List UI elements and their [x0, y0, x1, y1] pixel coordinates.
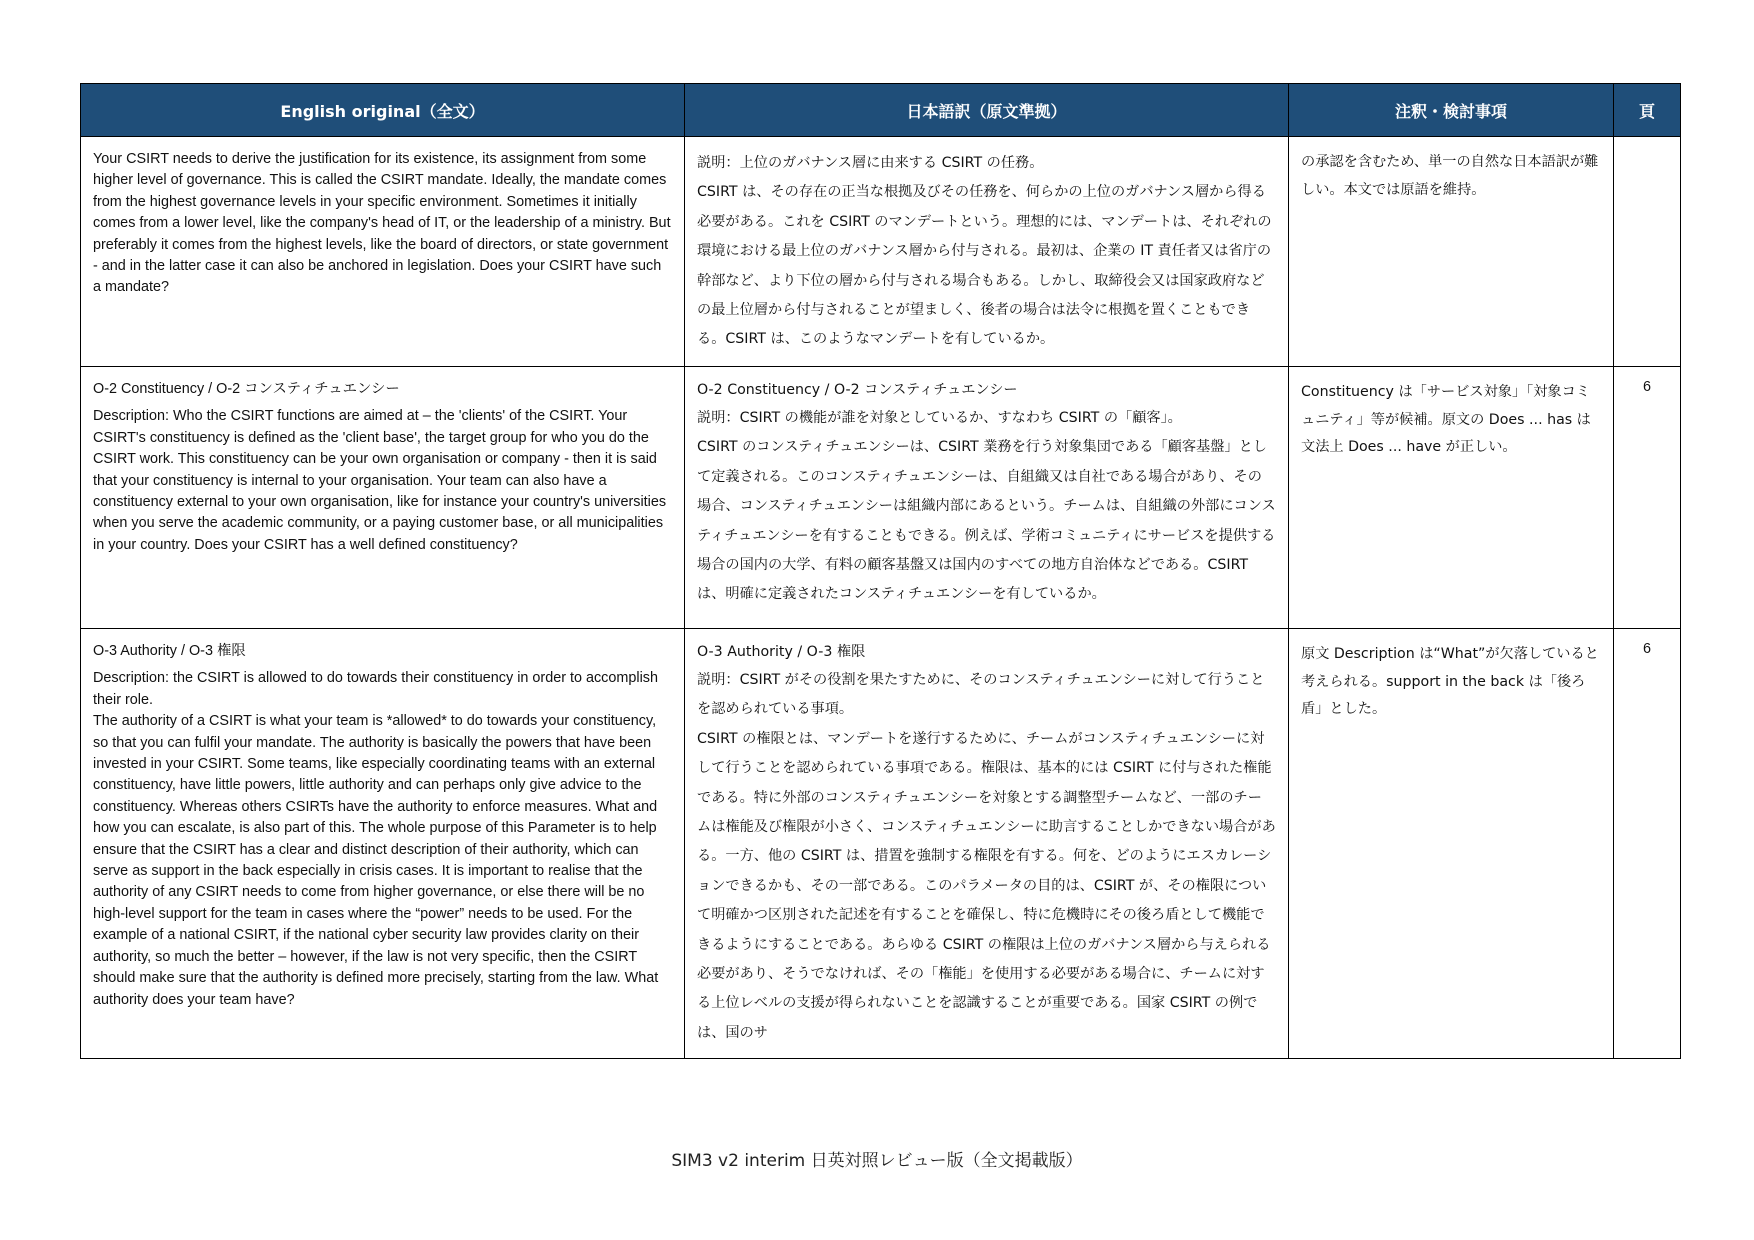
japanese-paragraph: 説明：CSIRT がその役割を果たすために、そのコンスティチュエンシーに対して行うことを認められている事項。 — [697, 672, 1265, 718]
notes-text: 原文 Description は“What”が欠落していると考えられる。support in the back は「後ろ盾」とした。 — [1301, 646, 1599, 717]
header-notes: 注釈・検討事項 — [1289, 84, 1614, 137]
japanese-paragraph: 説明：CSIRT の機能が誰を対象としているか、すなわち CSIRT の「顧客」。 — [697, 410, 1182, 426]
header-japanese-translation: 日本語訳（原文準拠） — [685, 84, 1289, 137]
notes-cell — [1289, 629, 1614, 1059]
english-row-title: O-3 Authority / O-3 権限 — [93, 643, 246, 659]
table-header-row — [81, 84, 1681, 137]
header-page: 頁 — [1614, 84, 1681, 137]
japanese-cell — [685, 629, 1289, 1059]
japanese-paragraph: CSIRT は、その存在の正当な根拠及びその任務を、何らかの上位のガバナンス層から得る必要がある。これを CSIRT のマンデートという。理想的には、マンデートは、それぞれの環境における最上位のガバナンス層から付与される。最初は、企業の IT 責任者又は省庁の幹部など、より下位の層から付与される場合もある。しかし、取締役会又は国家政府などの最上位層から付与されることが望ましく、後者の場合は法令に根拠を置くこともできる。CSIRT は、このようなマンデートを有しているか。 — [697, 184, 1272, 348]
page-cell: 6 — [1614, 367, 1681, 629]
japanese-paragraph: CSIRT の権限とは、マンデートを遂行するために、チームがコンスティチュエンシーに対して行うことを認められている事項である。権限は、基本的には CSIRT に付与された権能である。特に外部のコンスティチュエンシーを対象とする調整型チームなど、一部のチームは権能及び権限が小さく、コンスティチュエンシーに助言することしかできない場合がある。一方、他の CSIRT は、措置を強制する権限を有する。何を、どのようにエスカレーションできるかも、その一部である。このパラメータの目的は、CSIRT が、その権限について明確かつ区別された記述を有することを確保し、特に危機時にその後ろ盾として機能できるようにすることである。あらゆる CSIRT の権限は上位のガバナンス層から与えられる必要があり、そうでなければ、その「権能」を使用する必要がある場合に、チームに対する上位レベルの支援が得られないことを認識することが重要である。国家 CSIRT の例では、国のサ — [697, 730, 1276, 1041]
english-cell — [81, 367, 685, 629]
japanese-paragraph: 説明：上位のガバナンス層に由来する CSIRT の任務。 — [697, 155, 1044, 171]
page-cell: 6 — [1614, 629, 1681, 1059]
notes-cell — [1289, 137, 1614, 367]
english-row-title: O-2 Constituency / O-2 コンスティチュエンシー — [93, 381, 400, 397]
notes-cell — [1289, 367, 1614, 629]
japanese-paragraph: CSIRT のコンスティチュエンシーは、CSIRT 業務を行う対象集団である「顧客基盤」として定義される。このコンスティチュエンシーは、自組織又は自社である場合があり、その場合、コンスティチュエンシーは組織内部にあるという。チームは、自組織の外部にコンスティチュエンシーを有することもできる。例えば、学術コミュニティにサービスを提供する場合の国内の大学、有料の顧客基盤又は国内のすべての地方自治体などである。CSIRT は、明確に定義されたコンスティチュエンシーを有しているか。 — [697, 439, 1276, 603]
japanese-row-title: O-2 Constituency / O-2 コンスティチュエンシー — [697, 382, 1018, 398]
english-body: Description: the CSIRT is allowed to do towards their constituency in order to accomplish their role. The authority of a CSIRT is what your team is *allowed* to do towards your constituency, so that you can fulfil your mandate. The authority is basically the powers that have been invested in your CSIRT. Some teams, like especially coordinating teams with an external constituency, have little powers, little authority and can perhaps only give advice to the constituency. Whereas others CSIRTs have the authority to enforce measures. What and how you can escalate, is also part of this. The whole purpose of this Parameter is to help ensure that the CSIRT has a clear and distinct description of their authority, which can serve as support in the back especially in crisis cases. It is important to realise that the authority of any CSIRT needs to come from higher governance, or else there will be no high-level support for the team in cases where the “power” needs to be used. For the example of a national CSIRT, if the national cyber security law provides clarity on their authority, so much the better – however, if the law is not very specific, then the CSIRT should make sure that the authority is defined more precisely, starting from the law. What authority does your team have? — [93, 670, 659, 1008]
japanese-cell — [685, 137, 1289, 367]
english-cell — [81, 629, 685, 1059]
table-row — [81, 137, 1681, 367]
english-body: Description: Who the CSIRT functions are aimed at – the 'clients' of the CSIRT. Your CSIRT's constituency is defined as the 'client base', the target group for who you do the CSIRT work. This constituency can be your own organisation or company - then it is said that your constituency is internal to your organisation. Your team can also have a constituency external to your own organisation, like for instance your country's universities when you serve the academic community, or a paying customer base, or all municipalities in your country. Does your CSIRT has a well defined constituency? — [93, 408, 667, 553]
page-cell — [1614, 137, 1681, 367]
japanese-cell — [685, 367, 1289, 629]
page-footer: SIM3 v2 interim 日英対照レビュー版（全文掲載版） — [671, 1151, 1083, 1171]
notes-text: の承認を含むため、単一の自然な日本語訳が難しい。本文では原語を維持。 — [1301, 154, 1599, 198]
english-body: Your CSIRT needs to derive the justification for its existence, its assignment from some higher level of governance. This is called the CSIRT mandate. Ideally, the mandate comes from the highest governance levels in your specific environment. Sometimes it initially comes from a lower level, like the company's head of IT, or the leadership of a ministry. But preferably it comes from the highest levels, like the board of directors, or state government - and in the latter case it can also be anchored in legislation. Does your CSIRT have such a mandate? — [93, 151, 671, 296]
notes-text: Constituency は「サービス対象」「対象コミュニティ」等が候補。原文の Does ... has は文法上 Does ... have が正しい。 — [1301, 384, 1591, 455]
table-row — [81, 629, 1681, 1059]
english-cell — [81, 137, 685, 367]
review-page — [80, 83, 1680, 1059]
table-row — [81, 367, 1681, 629]
japanese-row-title: O-3 Authority / O-3 権限 — [697, 644, 866, 660]
header-english-original: English original（全文） — [81, 84, 685, 137]
bilingual-review-table — [80, 83, 1681, 1059]
